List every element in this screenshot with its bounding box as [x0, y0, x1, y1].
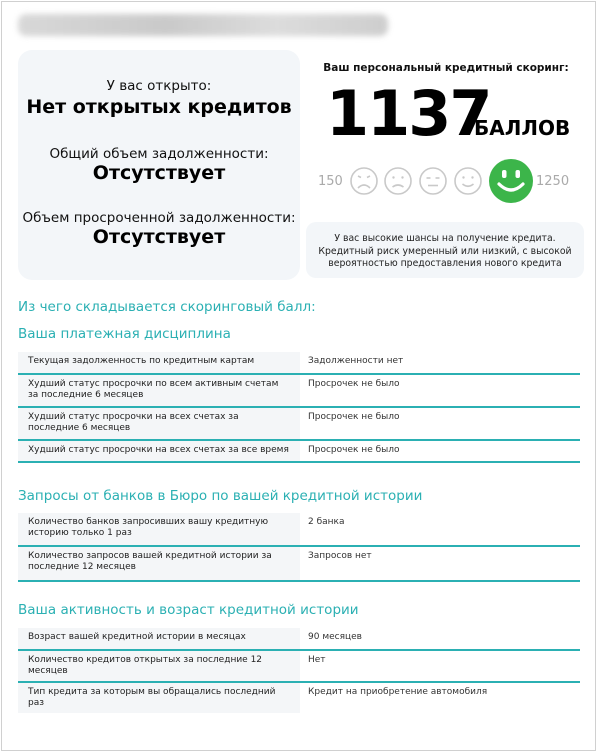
row-value: 2 банка [300, 513, 580, 546]
bank-requests-table [18, 513, 580, 582]
bank-requests-heading: Запросы от банков в Бюро по вашей кредитной истории [18, 488, 423, 504]
row-key: Возраст вашей кредитной истории в месяцах [18, 628, 300, 650]
credit-summary-panel [18, 50, 300, 280]
table-row [18, 407, 580, 440]
score-unit: БАЛЛОВ [474, 116, 571, 140]
row-value: Нет [300, 650, 580, 682]
happy-face-icon [488, 158, 534, 204]
row-key: Количество кредитов открытых за последние 12 месяцев [18, 650, 300, 682]
activity-history-table [18, 628, 580, 713]
neutral-face-icon [418, 166, 448, 196]
table-row [18, 513, 580, 546]
row-key: Худший статус просрочки по всем активным счетам за последние 6 месяцев [18, 374, 300, 407]
row-value: 90 месяцев [300, 628, 580, 650]
activity-history-heading: Ваша активность и возраст кредитной истории [18, 602, 359, 618]
row-value: Запросов нет [300, 546, 580, 581]
row-key: Текущая задолженность по кредитным картам [18, 352, 300, 374]
table-row [18, 628, 580, 650]
row-key: Количество запросов вашей кредитной истории за последние 12 месяцев [18, 546, 300, 581]
total-debt-value: Отсутствует [92, 162, 226, 184]
table-row [18, 440, 580, 462]
row-key: Тип кредита за которым вы обращались последний раз [18, 682, 300, 713]
table-row [18, 352, 580, 374]
table-row [18, 682, 580, 713]
score-caption: Ваш персональный кредитный скоринг: [323, 62, 569, 74]
row-value: Просрочек не было [300, 407, 580, 440]
open-credits-value: Нет открытых кредитов [26, 96, 292, 118]
row-key: Худший статус просрочки на всех счетах за все время [18, 440, 300, 462]
scale-max-label: 1250 [536, 174, 570, 189]
score-value: 1137 [326, 77, 491, 150]
table-row [18, 546, 580, 581]
score-composition-heading: Из чего складывается скоринговый балл: [18, 299, 316, 315]
open-credits-label: У вас открыто: [106, 78, 212, 94]
redacted-owner-name [18, 14, 388, 36]
row-value: Кредит на приобретение автомобиля [300, 682, 580, 713]
row-value: Задолженности нет [300, 352, 580, 374]
row-value: Просрочек не было [300, 440, 580, 462]
payment-discipline-heading: Ваша платежная дисциплина [18, 326, 231, 342]
overdue-debt-value: Отсутствует [92, 226, 226, 248]
sad-face-icon [383, 166, 413, 196]
table-row [18, 374, 580, 407]
table-row [18, 650, 580, 682]
very-sad-face-icon [349, 166, 379, 196]
approval-chance-note: У вас высокие шансы на получение кредита. Кредитный риск умеренный или низкий, с высокой вероятностью предоставления нового кредита [306, 222, 584, 278]
row-value: Просрочек не было [300, 374, 580, 407]
smile-face-icon [453, 166, 483, 196]
payment-discipline-table [18, 352, 580, 463]
scale-min-label: 150 [318, 174, 343, 189]
row-key: Количество банков запросивших вашу кредитную историю только 1 раз [18, 513, 300, 546]
total-debt-label: Общий объем задолженности: [49, 146, 269, 162]
row-key: Худший статус просрочки на всех счетах за последние 6 месяцев [18, 407, 300, 440]
overdue-debt-label: Объем просроченной задолженности: [22, 210, 296, 226]
